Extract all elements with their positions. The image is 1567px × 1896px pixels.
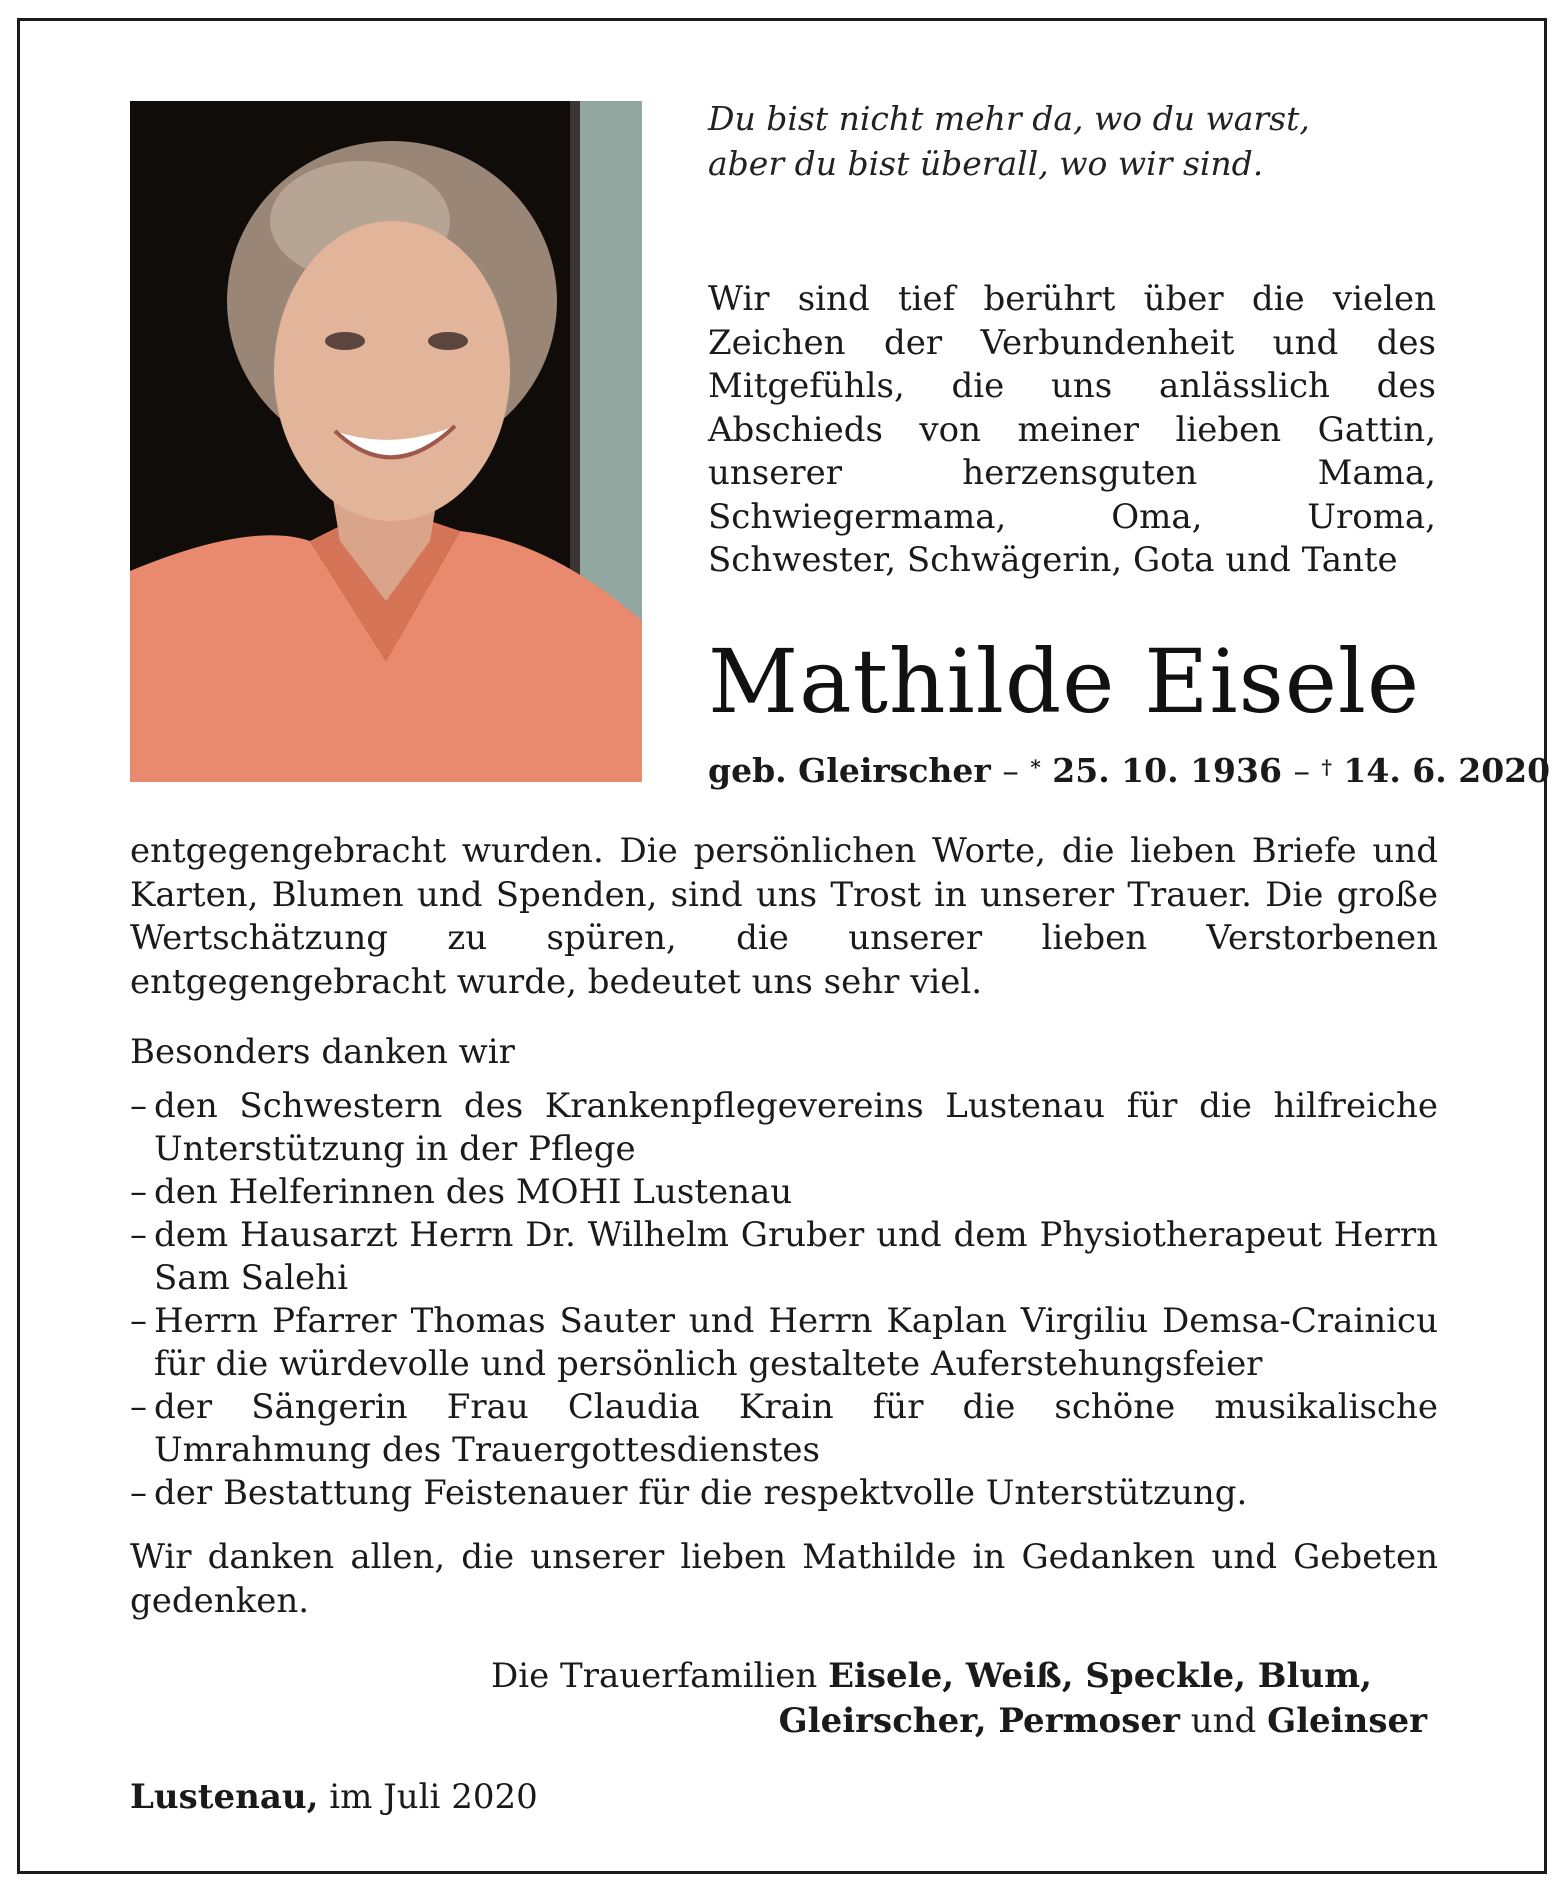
thanks-item: – der Bestattung Feistenauer für die respektvolle Unterstützung. (130, 1472, 1438, 1515)
portrait-photo (130, 101, 642, 782)
place-city: Lustenau, (130, 1777, 319, 1817)
quote-line-1: Du bist nicht mehr da, wo du warst, (708, 99, 1310, 138)
family-names-2: Gleirscher, Permoser (778, 1701, 1180, 1741)
life-dates (708, 750, 1550, 792)
family-names-3: Gleinser (1267, 1701, 1427, 1741)
birth-name: geb. Gleirscher (708, 751, 991, 790)
thanks-item: – dem Hausarzt Herrn Dr. Wilhelm Gruber und dem Physiotherapeut Herrn Sam Salehi (130, 1214, 1438, 1300)
thanks-item: – der Sängerin Frau Claudia Krain für die schöne musikalische Umrahmung des Trauergottesdienstes (130, 1386, 1438, 1472)
thanks-item: – den Schwestern des Krankenpflegevereins Lustenau für die hilfreiche Unterstützung in der Pflege (130, 1085, 1438, 1171)
death-date: 14. 6. 2020 (1343, 751, 1551, 790)
separator: – (1293, 751, 1310, 790)
intro-paragraph: Wir sind tief berührt über die vielen Zeichen der Verbundenheit und des Mitgefühls, die uns anlässlich des Abschieds von meiner lieben Gattin, unserer herzensguten Mama, Schwiegermama, Oma, Uroma, Schwester, Schwägerin, Gota und Tante (708, 279, 1436, 580)
place-date (130, 1775, 538, 1820)
birth-date: 25. 10. 1936 (1052, 751, 1282, 790)
families-row-1 (491, 1654, 1427, 1699)
deceased-name: Mathilde Eisele (708, 630, 1421, 733)
thanks-item: – Herrn Pfarrer Thomas Sauter und Herrn Kaplan Virgiliu Demsa-Crainicu für die würdevolle und persönlich gestaltete Auferstehungsfeier (130, 1300, 1438, 1386)
mourning-families (491, 1654, 1427, 1744)
quote-line-2: aber du bist überall, wo wir sind. (708, 144, 1264, 183)
families-prefix: Die Trauerfamilien (490, 1656, 818, 1696)
memorial-quote (708, 96, 1310, 186)
born-symbol: * (1030, 755, 1041, 779)
family-names-1: Eisele, Weiß, Speckle, Blum, (828, 1656, 1372, 1696)
thanks-heading: Besonders danken wir (130, 1032, 515, 1072)
died-symbol: † (1321, 755, 1332, 779)
thanks-item: – den Helferinnen des MOHI Lustenau (130, 1171, 1438, 1214)
families-and: und (1190, 1701, 1257, 1741)
portrait-illustration (130, 101, 642, 782)
body-paragraph: entgegengebracht wurden. Die persönlichen Worte, die lieben Briefe und Karten, Blumen und Spenden, sind uns Trost in unserer Trauer. Die große Wertschätzung zu spüren, die unserer lieben Verstorbenen entgegengebracht wurde, bedeutet uns sehr viel. (130, 831, 1438, 1002)
separator: – (1002, 751, 1019, 790)
closing-paragraph: Wir danken allen, die unserer lieben Mathilde in Gedanken und Gebeten gedenken. (130, 1537, 1438, 1621)
thanks-list (130, 1085, 1438, 1515)
families-row-2 (779, 1701, 1427, 1741)
place-month: im Juli 2020 (329, 1777, 538, 1817)
